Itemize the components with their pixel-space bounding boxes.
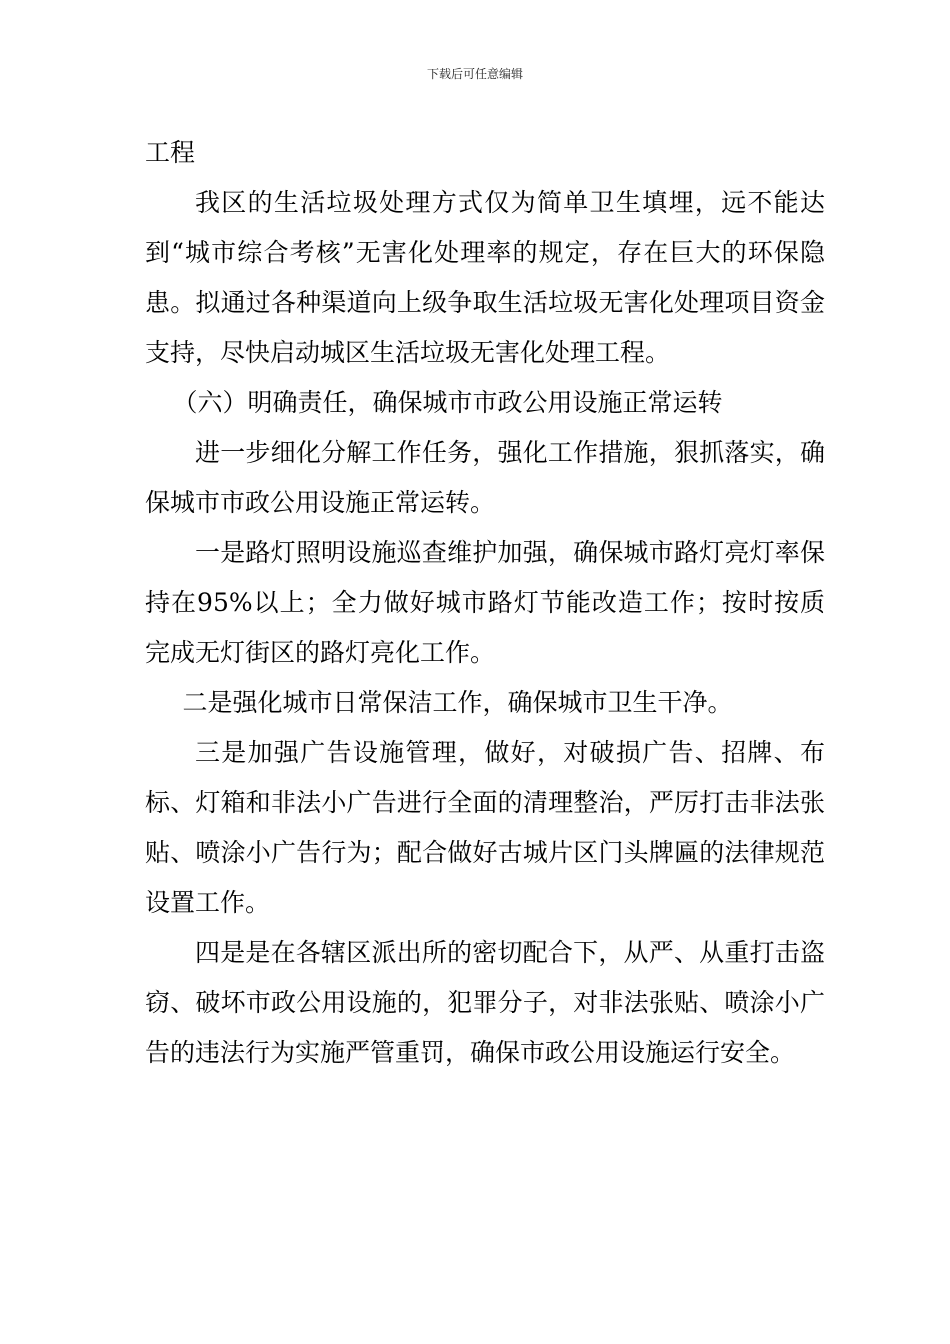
paragraph-garbage-treatment: 我区的生活垃圾处理方式仅为简单卫生填埋，远不能达到“城市综合考核”无害化处理率的规定，存在巨大的环保隐患。拟通过各种渠道向上级争取生活垃圾无害化处理项目资金支持，尽快启动城区生活垃圾无害化处理工程。 xyxy=(145,188,825,367)
paragraph-cleaning: 二是强化城市日常保洁工作，确保城市卫生干净。 xyxy=(182,688,733,717)
page-header-note: 下载后可任意编辑 xyxy=(426,67,523,81)
section-heading-six: （六）明确责任，确保城市市政公用设施正常运转 xyxy=(172,388,723,417)
paragraph-continuation: 工程 xyxy=(145,138,196,167)
paragraph-street-lights: 一是路灯照明设施巡查维护加强，确保城市路灯亮灯率保持在95%以上；全力做好城市路灯节能改造工作；按时按质完成无灯街区的路灯亮化工作。 xyxy=(145,538,825,667)
paragraph-security: 四是是在各辖区派出所的密切配合下，从严、从重打击盗窃、破坏市政公用设施的，犯罪分子，对非法张贴、喷涂小广告的违法行为实施严管重罚，确保市政公用设施运行安全。 xyxy=(145,938,825,1067)
paragraph-refine-tasks: 进一步细化分解工作任务，强化工作措施，狠抓落实，确保城市市政公用设施正常运转。 xyxy=(145,438,825,517)
document-body xyxy=(145,128,825,1078)
paragraph-advertising: 三是加强广告设施管理，做好，对破损广告、招牌、布标、灯箱和非法小广告进行全面的清理整治，严厉打击非法张贴、喷涂小广告行为；配合做好古城片区门头牌匾的法律规范设置工作。 xyxy=(145,738,825,917)
